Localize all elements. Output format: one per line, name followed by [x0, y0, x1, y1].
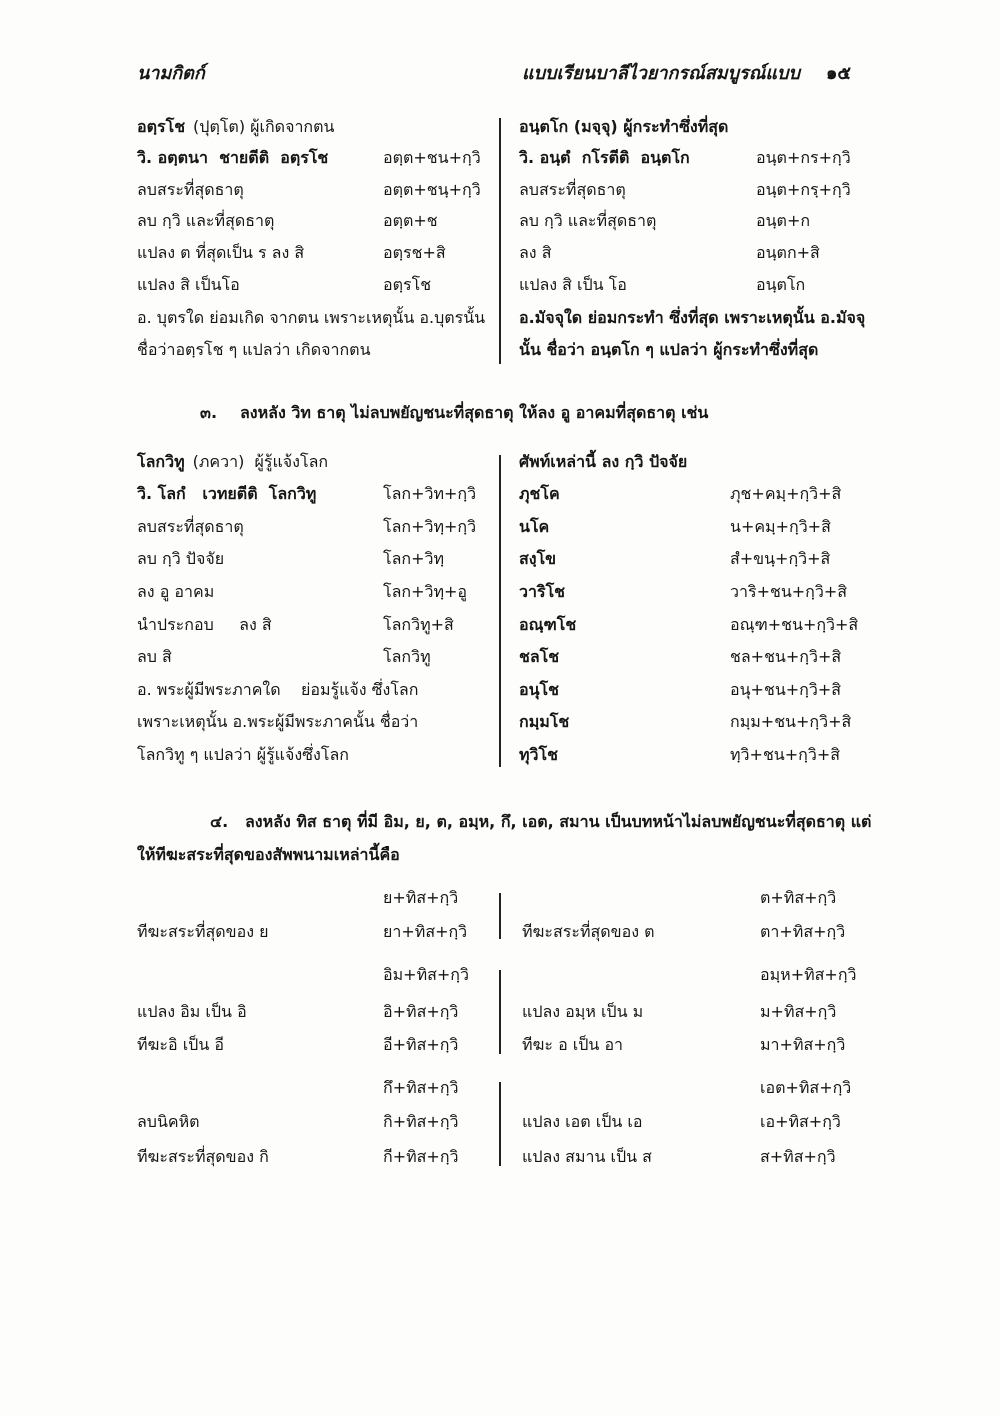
- derivation-label: วิ. อตฺตนา ชายตีติ อตฺรโช: [137, 148, 329, 167]
- derivation-label: แปลง เอต เป็น เอ: [522, 1112, 643, 1131]
- translation-line: อ.มัจจุใด ย่อมกระทำ ซึ่งที่สุด เพราะเหตุนั้น อ.มัจจุ: [519, 308, 866, 327]
- derivation-label: ทีฆะอิ เป็น อี: [137, 1035, 224, 1054]
- translation-line: ชื่อว่าอตฺรโช ๆ แปลว่า เกิดจากตน: [137, 340, 371, 359]
- derivation-value: อี+ทิส+กฺวิ: [383, 1035, 459, 1054]
- derivation-value: อตฺรช+สิ: [383, 243, 446, 262]
- word-list-value: กมฺม+ชน+กฺวิ+สิ: [730, 712, 852, 731]
- word-list-item: วาริโช: [519, 582, 566, 601]
- section-heading: ลงหลัง ทิส ธาตุ ที่มี อิม, ย, ต, อมฺห, กึ, เอต, สมาน เป็นบทหน้าไม่ลบพยัญชนะที่สุดธาตุ แต่: [245, 812, 872, 831]
- derivation-label: ลบ กฺวิ และที่สุดธาตุ: [519, 211, 657, 230]
- derivation-label: ลบสระที่สุดธาตุ: [519, 180, 626, 199]
- derivation-label: แปลง สมาน เป็น ส: [522, 1147, 652, 1166]
- entry-headword: โลกวิทู: [137, 452, 185, 471]
- word-list-item: อณฺฑโช: [519, 615, 577, 634]
- column-divider: [499, 455, 501, 767]
- word-list-value: ภุช+คมฺ+กฺวิ+สิ: [730, 484, 842, 503]
- derivation-value: โลก+วิทฺ+กฺวิ: [383, 517, 477, 536]
- derivation-label: ลบ กฺวิ ปัจจัย: [137, 549, 225, 568]
- word-list-value: อณฺฑ+ชน+กฺวิ+สิ: [730, 615, 859, 634]
- derivation-value: อตฺต+ช: [383, 211, 438, 230]
- word-list-value: น+คมฺ+กฺวิ+สิ: [730, 517, 831, 536]
- derivation-value: ตา+ทิส+กฺวิ: [760, 922, 846, 941]
- word-list-value: สํ+ขนฺ+กฺวิ+สิ: [730, 549, 831, 568]
- derivation-label: ลบนิคหิต: [137, 1112, 200, 1131]
- derivation-value: อนฺต+ก: [756, 211, 811, 230]
- derivation-label: ลบสระที่สุดธาตุ: [137, 180, 244, 199]
- derivation-label: ลง อู อาคม: [137, 582, 215, 601]
- section-heading-continued: ให้ทีฆะสระที่สุดของสัพพนามเหล่านี้คือ: [137, 845, 400, 864]
- derivation-label: แปลง สิ เป็นโอ: [137, 275, 240, 294]
- derivation-label: วิ. อนฺตํ กโรตีติ อนฺตโก: [519, 148, 690, 167]
- word-list-item: นโค: [519, 517, 550, 536]
- derivation-value: อนฺต+กรฺ+กฺวิ: [756, 180, 851, 199]
- word-list-item: ชลโช: [519, 647, 560, 666]
- derivation-value: อตฺรโช: [383, 275, 432, 294]
- derivation-label: ทีฆะสระที่สุดของ กิ: [137, 1147, 269, 1166]
- running-header-title: แบบเรียนบาลีไวยากรณ์สมบูรณ์แบบ: [522, 63, 800, 84]
- word-list-value: ชล+ชน+กฺวิ+สิ: [730, 647, 842, 666]
- derivation-label: ลบ กฺวิ และที่สุดธาตุ: [137, 211, 275, 230]
- derivation-value: ส+ทิส+กฺวิ: [760, 1147, 836, 1166]
- derivation-value: มา+ทิส+กฺวิ: [760, 1035, 846, 1054]
- running-header-left: นามกิตก์: [137, 63, 205, 84]
- derivation-label: ลบสระที่สุดธาตุ: [137, 517, 244, 536]
- word-list-item: ทุวิโช: [519, 745, 558, 764]
- derivation-label: แปลง อิม เป็น อิ: [137, 1002, 247, 1021]
- section-number: ๔.: [210, 812, 229, 831]
- derivation-label: ทีฆะ อ เป็น อา: [522, 1035, 624, 1054]
- derivation-label: นำประกอบ ลง สิ: [137, 615, 272, 634]
- section-heading: ลงหลัง วิท ธาตุ ไม่ลบพยัญชนะที่สุดธาตุ ให้ลง อู อาคมที่สุดธาตุ เช่น: [240, 403, 709, 422]
- derivation-label: ลบ สิ: [137, 647, 172, 666]
- derivation-value: กิ+ทิส+กฺวิ: [383, 1112, 459, 1131]
- word-list-item: ภุชโค: [519, 484, 560, 503]
- derivation-label: ลง สิ: [519, 243, 552, 262]
- derivation-value: กึ+ทิส+กฺวิ: [383, 1078, 459, 1097]
- derivation-value: อตฺต+ชน+กฺวิ: [383, 148, 481, 167]
- page-number: ๑๕: [826, 63, 852, 84]
- entry-headword: อตฺรโช: [137, 117, 186, 136]
- entry-title: อนฺตโก (มจฺจุ) ผู้กระทำซึ่งที่สุด: [519, 117, 729, 136]
- derivation-label: แปลง อมฺห เป็น ม: [522, 1002, 644, 1021]
- word-list-item: กมฺมโช: [519, 712, 570, 731]
- entry-title: [137, 116, 334, 138]
- word-list-value: วาริ+ชน+กฺวิ+สิ: [730, 582, 848, 601]
- entry-gloss: (ปุตฺโต) ผู้เกิดจากตน: [193, 117, 335, 136]
- derivation-value: ต+ทิส+กฺวิ: [760, 888, 837, 907]
- translation-line: อ. พระผู้มีพระภาคใด ย่อมรู้แจ้ง ซึ่งโลก: [137, 680, 419, 699]
- entry-gloss: (ภควา) ผู้รู้แจ้งโลก: [192, 452, 329, 471]
- derivation-value: อนฺตโก: [756, 275, 806, 294]
- word-list-item: อนุโช: [519, 680, 559, 699]
- derivation-value: อนฺตก+สิ: [756, 243, 820, 262]
- derivation-value: อนฺต+กร+กฺวิ: [756, 148, 851, 167]
- derivation-label: วิ. โลกํ เวทยตีติ โลกวิทู: [137, 484, 317, 503]
- derivation-label: แปลง สิ เป็น โอ: [519, 275, 627, 294]
- derivation-value: เอต+ทิส+กฺวิ: [760, 1078, 852, 1097]
- entry-title: [137, 451, 328, 473]
- column-divider: [499, 1082, 501, 1166]
- column-divider: [499, 893, 501, 939]
- word-list-value: ทฺวิ+ชน+กฺวิ+สิ: [730, 745, 840, 764]
- word-list-title: ศัพท์เหล่านี้ ลง กฺวิ ปัจจัย: [519, 452, 688, 471]
- derivation-value: โลกวิทู+สิ: [383, 615, 454, 634]
- translation-line: โลกวิทู ๆ แปลว่า ผู้รู้แจ้งซึ่งโลก: [137, 745, 349, 764]
- derivation-value: กี+ทิส+กฺวิ: [383, 1147, 459, 1166]
- derivation-value: โลก+วิท+กฺวิ: [383, 484, 477, 503]
- column-divider: [499, 970, 501, 1054]
- translation-line: อ. บุตรใด ย่อมเกิด จากตน เพราะเหตุนั้น อ.บุตรนั้น: [137, 308, 486, 327]
- translation-line: เพราะเหตุนั้น อ.พระผู้มีพระภาคนั้น ชื่อว่า: [137, 712, 419, 731]
- derivation-label: ทีฆะสระที่สุดของ ย: [137, 922, 269, 941]
- translation-line: นั้น ชื่อว่า อนฺตโก ๆ แปลว่า ผู้กระทำซึ่งที่สุด: [519, 340, 819, 359]
- derivation-value: เอ+ทิส+กฺวิ: [760, 1112, 841, 1131]
- derivation-value: ม+ทิส+กฺวิ: [760, 1002, 837, 1021]
- section-number: ๓.: [200, 403, 218, 422]
- derivation-value: อตฺต+ชนฺ+กฺวิ: [383, 180, 481, 199]
- derivation-value: โลก+วิทฺ: [383, 549, 445, 568]
- derivation-value: โลกวิทู: [383, 647, 431, 666]
- derivation-value: อิม+ทิส+กฺวิ: [383, 965, 469, 984]
- derivation-label: แปลง ต ที่สุดเป็น ร ลง สิ: [137, 243, 305, 262]
- word-list-value: อนุ+ชน+กฺวิ+สิ: [730, 680, 841, 699]
- derivation-value: อมฺห+ทิส+กฺวิ: [760, 965, 857, 984]
- derivation-value: โลก+วิทฺ+อู: [383, 582, 468, 601]
- word-list-item: สงฺโข: [519, 549, 557, 568]
- derivation-value: ยา+ทิส+กฺวิ: [383, 922, 468, 941]
- derivation-label: ทีฆะสระที่สุดของ ต: [522, 922, 655, 941]
- column-divider: [499, 118, 501, 364]
- derivation-value: อิ+ทิส+กฺวิ: [383, 1002, 459, 1021]
- derivation-value: ย+ทิส+กฺวิ: [383, 888, 459, 907]
